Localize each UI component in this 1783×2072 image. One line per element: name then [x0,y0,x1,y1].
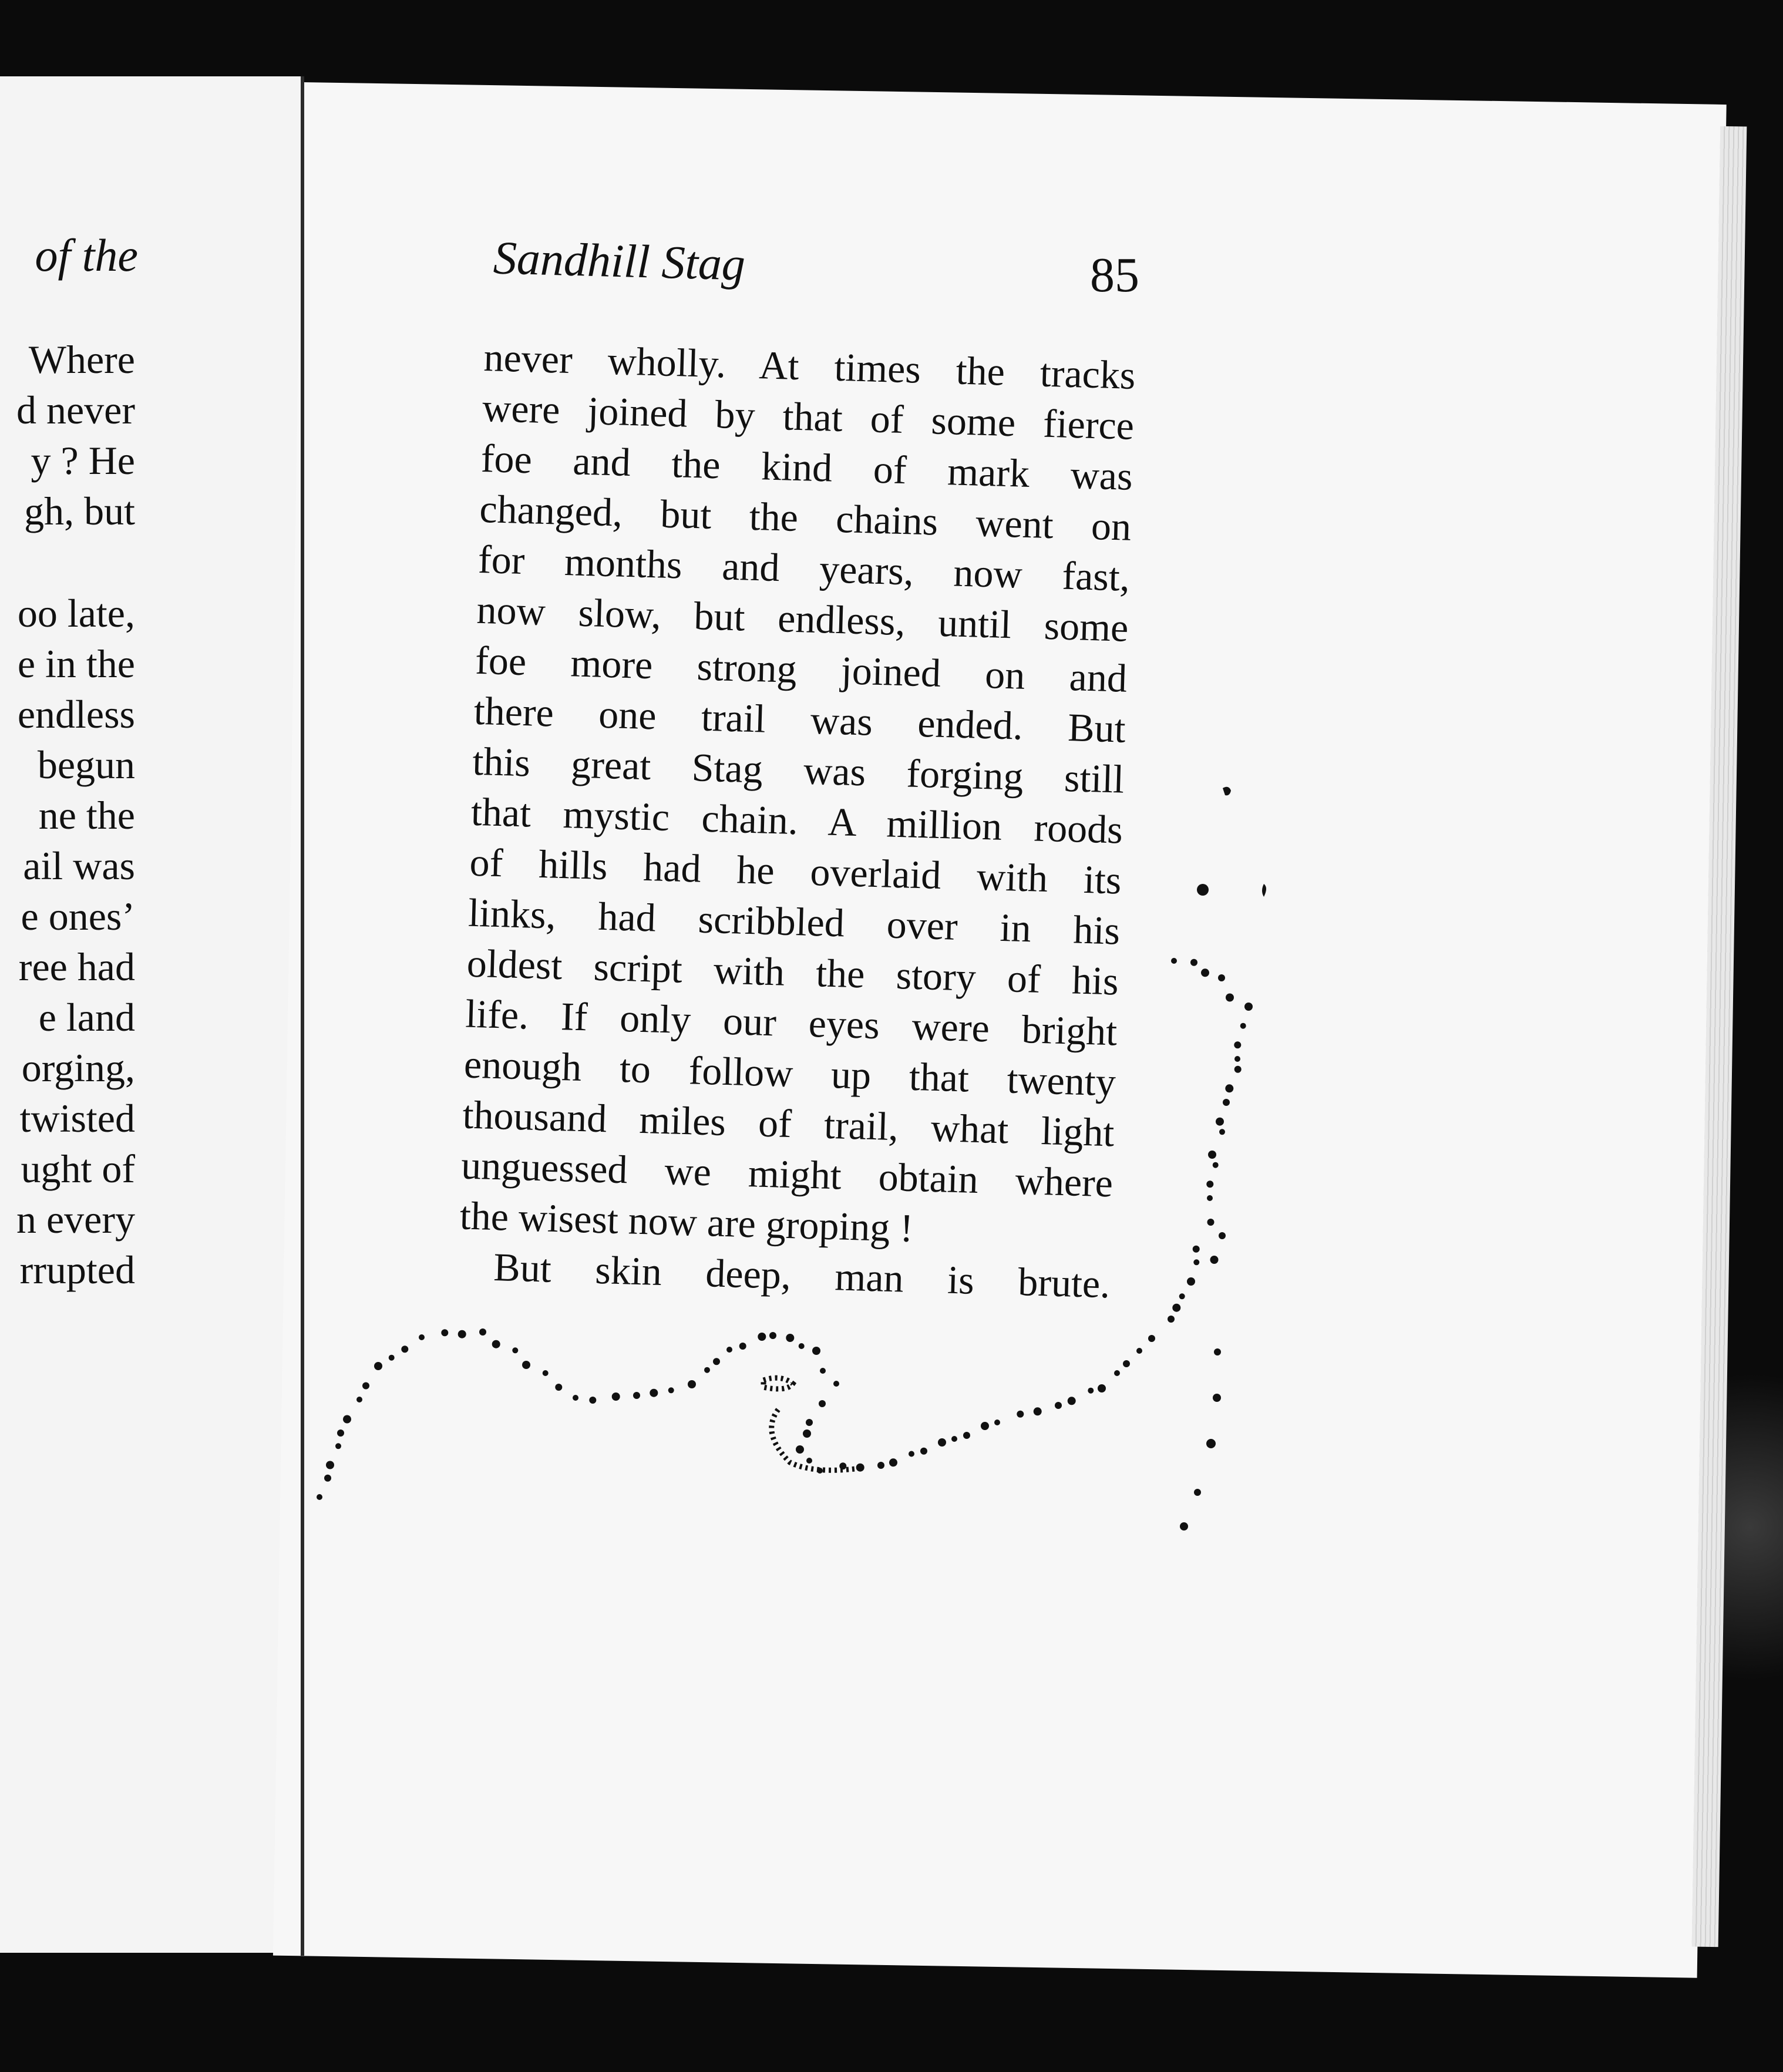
trail-dot [356,1397,362,1402]
trail-dot [877,1462,884,1469]
trail-dot [1123,1360,1130,1367]
trail-dot [543,1370,549,1376]
trail-dot [1148,1335,1155,1342]
trail-dot [650,1389,658,1397]
trail-dot [889,1458,897,1466]
trail-dot [1088,1388,1094,1394]
trail-dot [1187,1277,1195,1286]
text-line: changed, but the chains went on [479,486,1132,549]
trail-dot [633,1392,640,1399]
trail-dot [589,1397,596,1404]
left-line: e in the [17,641,135,686]
trail-dot [555,1384,562,1391]
left-line: n every [16,1197,135,1242]
trail-dot [1240,1023,1246,1029]
trail-dot [1207,1195,1213,1201]
trail-dot [1172,1304,1180,1312]
text-line: for months and years, now fast, [477,536,1131,600]
trail-dot [713,1358,720,1365]
trail-dot [796,1445,804,1454]
trail-dot [1190,959,1197,966]
trail-dot [512,1347,518,1353]
closing-line: But skin deep, man is brute. [493,1244,1111,1307]
trail-dot [1201,968,1209,977]
trail-dot [612,1392,620,1401]
trail-dot [963,1432,970,1439]
trail-dot [337,1429,344,1437]
trail-dot [1193,1246,1200,1253]
text-line: the wisest now are groping ! [459,1193,914,1250]
trail-dot [573,1395,578,1401]
trail-dot [920,1448,927,1455]
text-line: links, had scribbled over in his [467,890,1121,953]
trail-dot [362,1383,369,1390]
trail-dot [1208,1151,1216,1159]
trail-dot [938,1438,946,1447]
trail-dot [1218,974,1225,981]
trail-dot [1034,1407,1042,1415]
left-line: ught of [21,1146,135,1191]
trail-dot [1114,1370,1120,1376]
trail-dot [389,1355,395,1361]
left-line: ree had [18,944,135,989]
text-line: foe and the kind of mark was [480,435,1133,499]
text-line: of hills had he overlaid with its [469,839,1122,903]
trail-dot [981,1422,989,1430]
trail-dot [739,1343,746,1350]
trail-dot [317,1494,322,1500]
trail-dot [1179,1293,1185,1299]
left-line: oo late, [17,591,135,635]
trail-dot [1234,1041,1241,1048]
trail-dot [1206,1180,1213,1188]
trail-dot [769,1332,776,1339]
trail-dot [786,1334,794,1342]
left-line: endless [17,692,135,736]
trail-dot [1226,994,1234,1002]
text-line: now slow, but endless, until some [476,587,1129,650]
trail-dot [335,1443,341,1449]
dotted-trail-illustration [317,787,1266,1531]
page-number: 85 [1090,248,1139,302]
trail-dot [479,1328,486,1336]
trail-dot [688,1380,696,1388]
left-line: orging, [21,1045,135,1090]
trail-dot [374,1362,382,1370]
trail-dot [1068,1397,1076,1405]
trail-dot [812,1347,820,1355]
trail-dot [1219,1232,1226,1239]
trail-dot [324,1475,331,1482]
trail-dot [1171,958,1177,964]
trail-dot [994,1420,1000,1425]
left-line: twisted [19,1096,135,1141]
trail-dot [833,1381,839,1387]
trail-dot [401,1346,408,1353]
trail-dot [1223,1099,1230,1106]
trail-dot [1168,1316,1175,1323]
trail-dot [1055,1402,1062,1409]
trail-dot [726,1347,732,1353]
left-line: ne the [38,793,135,837]
trail-dot [668,1387,674,1393]
text-line: there one trail was ended. But [473,688,1126,751]
trail-dot [1193,1259,1199,1265]
trail-dot [343,1415,351,1424]
trail-dot [951,1436,957,1442]
mark [1262,884,1266,897]
trail-dot [1180,1522,1188,1531]
trail-dot [1225,1084,1233,1092]
trail-dot [1017,1411,1024,1418]
text-line: thousand miles of trail, what light [462,1092,1115,1155]
trail-dot [819,1400,826,1407]
trail-dot [522,1361,530,1369]
trail-dot [1214,1348,1221,1355]
text-line: life. If only our eyes were bright [465,991,1118,1054]
trail-dot [820,1368,826,1374]
trail-dot [1213,1162,1219,1168]
trail-dot [1234,1056,1240,1062]
text-line: enough to follow up that twenty [463,1041,1116,1105]
left-line: y ? He [31,438,135,483]
left-line: e land [38,995,135,1040]
text-line: that mystic chain. A million roods [470,789,1123,852]
trail-dot [758,1333,766,1341]
trail-dot [492,1340,500,1348]
left-line: d never [16,388,135,432]
trail-dot [1194,1489,1201,1496]
trail-dot [441,1329,448,1336]
trail-dot [1244,1003,1253,1011]
trail-dot [806,1419,813,1426]
trail-dot [1207,1219,1215,1226]
trail-dot [1098,1384,1106,1392]
left-line: begun [37,742,135,787]
left-line: Where [28,337,135,382]
trail-dot [1234,1066,1242,1073]
trail-dot [1136,1348,1142,1354]
trail-dot [1216,1118,1224,1126]
trail-dot [419,1334,425,1340]
left-line: rrupted [19,1247,135,1292]
trail-dot [803,1429,811,1438]
text-line: foe more strong joined on and [475,637,1128,701]
trail-dot [799,1343,805,1349]
text-line: were joined by that of some fierce [482,385,1135,448]
trail-dot [1219,1129,1225,1135]
left-line: ail was [23,843,135,888]
trail-dot [326,1461,334,1469]
left-line: e ones’ [21,894,135,939]
text-line: this great Stag was forging still [472,738,1125,802]
left-line: gh, but [24,489,135,533]
running-head: Sandhill Stag [492,232,746,291]
trail-dot [806,1458,812,1464]
left-running-head: of the [35,230,138,281]
trail-dot [909,1451,914,1457]
text-line: never wholly. At times the tracks [483,334,1136,398]
trail-dot [1210,1256,1219,1264]
text-line: oldest script with the story of his [466,940,1119,1004]
trail-dot [1213,1394,1221,1402]
mark [1223,787,1231,796]
trail-dot [1206,1439,1216,1448]
trail-dot [458,1330,466,1338]
trail-dot [704,1367,710,1373]
text-line: unguessed we might obtain where [460,1142,1114,1206]
mark [1197,884,1209,896]
